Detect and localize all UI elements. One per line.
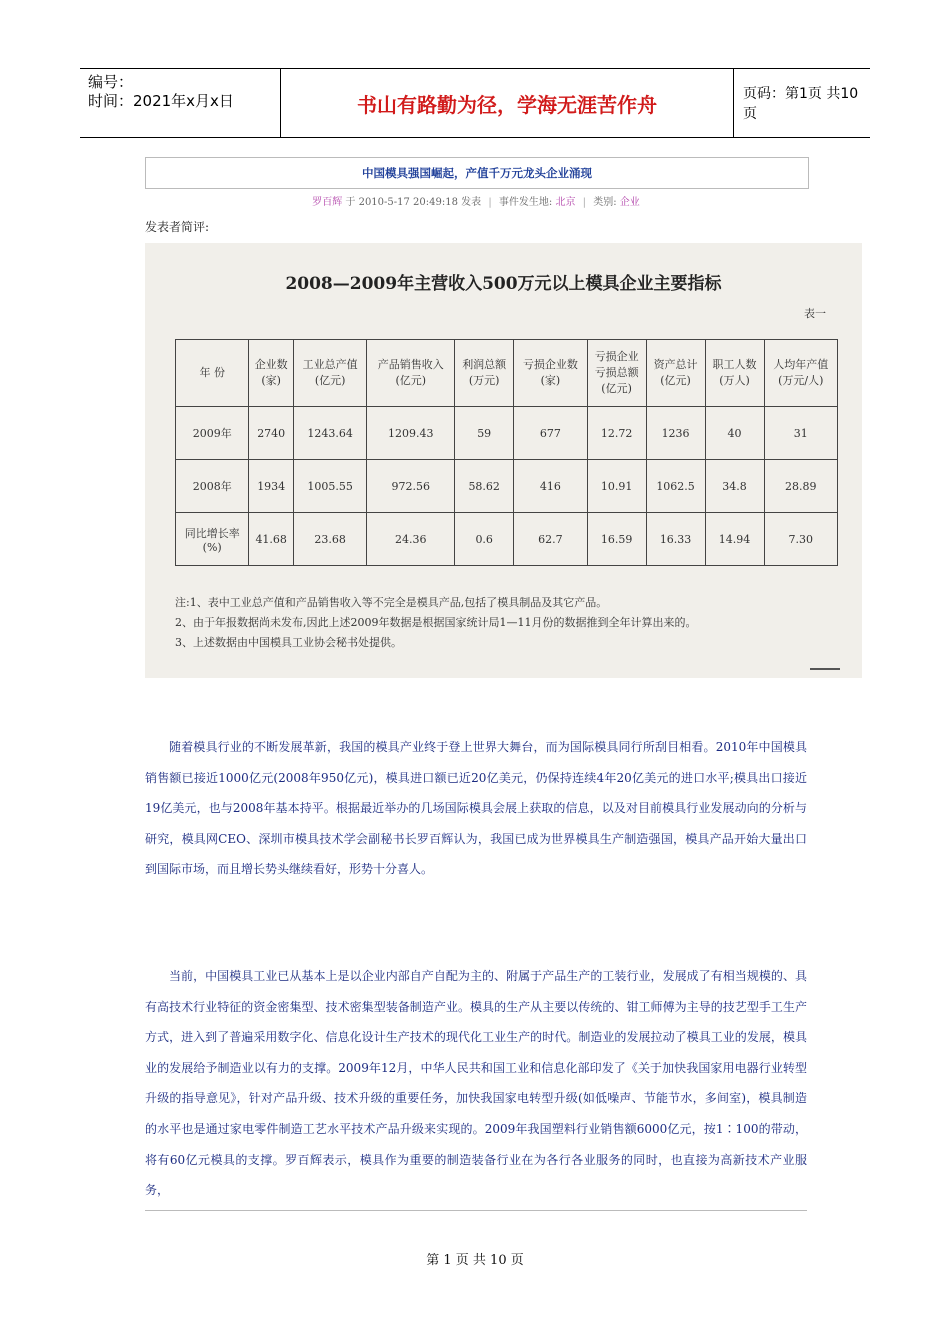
table-header-cell: 资产总计 (亿元)	[646, 340, 705, 407]
number-label: 编号：	[88, 73, 134, 91]
author-link[interactable]: 罗百辉	[312, 197, 343, 208]
table-header-cell: 工业总产值 (亿元)	[293, 340, 366, 407]
table-cell: 1209.43	[367, 407, 455, 460]
table-cell: 16.59	[587, 513, 646, 566]
table-row-label: 同比增长率 (%)	[176, 513, 249, 566]
table-cell: 62.7	[514, 513, 587, 566]
table-cell: 24.36	[367, 513, 455, 566]
table-row	[176, 460, 838, 513]
table-cell: 7.30	[764, 513, 837, 566]
table-cell: 34.8	[705, 460, 764, 513]
table-cell: 10.91	[587, 460, 646, 513]
category-link[interactable]: 企业	[619, 197, 640, 208]
meta-separator: |	[582, 197, 587, 208]
divider	[145, 1210, 807, 1211]
table-row-label: 2008年	[176, 460, 249, 513]
table-header-cell: 年 份	[176, 340, 249, 407]
table-cell: 28.89	[764, 460, 837, 513]
location-link[interactable]: 北京	[555, 197, 576, 208]
time-label: 时间：2021年x月x日	[88, 92, 234, 110]
scan-mark	[810, 668, 840, 670]
table-cell: 23.68	[293, 513, 366, 566]
table-header-cell: 亏损企业数 (家)	[514, 340, 587, 407]
table-header-cell: 利润总额 (万元)	[455, 340, 514, 407]
table-cell: 0.6	[455, 513, 514, 566]
document-header	[80, 68, 870, 138]
table-note: 注:1、表中工业总产值和产品销售收入等不完全是模具产品,包括了模具制品及其它产品。	[175, 596, 608, 609]
table-cell: 1236	[646, 407, 705, 460]
table-cell: 1243.64	[293, 407, 366, 460]
paragraph-1: 随着模具行业的不断发展革新，我国的模具产业终于登上世界大舞台，而为国际模具同行所刮目相看。2010年中国模具销售额已接近1000亿元(2008年950亿元)，模具进口额已近20亿美元，仍保持连续4年20亿美元的进口水平;模具出口接近19亿美元，也与2008年基本持平。根据最近举办的几场国际模具会展上获取的信息，以及对目前模具行业发展动向的分析与研究，模具网CEO、深圳市模具技术学会副秘书长罗百辉认为，我国已成为世界模具生产制造强国，模具产品开始大量出口到国际市场，而且增长势头继续看好，形势十分喜人。	[145, 740, 807, 877]
table-cell: 1934	[249, 460, 294, 513]
article-title-box	[145, 157, 809, 189]
article-meta	[145, 193, 807, 208]
category-label: 类别:	[593, 197, 617, 208]
table-note: 2、由于年报数据尚未发布,因此上述2009年数据是根据国家统计局1—11月份的数据推到全年计算出来的。	[175, 616, 697, 629]
table-row	[176, 407, 838, 460]
table-cell: 59	[455, 407, 514, 460]
table-cell: 41.68	[249, 513, 294, 566]
table-cell: 1062.5	[646, 460, 705, 513]
table-header-cell: 产品销售收入 (亿元)	[367, 340, 455, 407]
paragraph-2: 当前，中国模具工业已从基本上是以企业内部自产自配为主的、附属于产品生产的工装行业，发展成了有相当规模的、具有高技术行业特征的资金密集型、技术密集型装备制造产业。模具的生产从主要以传统的、钳工师傅为主导的技艺型手工生产方式，进入到了普遍采用数字化、信息化设计生产技术的现代化工业生产的时代。制造业的发展拉动了模具工业的发展，模具业的发展给予制造业以有力的支撑。2009年12月，中华人民共和国工业和信息化部印发了《关于加快我国家用电器行业转型升级的指导意见》，针对产品升级、技术升级的重要任务，加快我国家电转型升级(如低噪声、节能节水，多间室)，模具制造的水平也是通过家电零件制造工艺水平技术产品升级来实现的。2009年我国塑料行业销售额6000亿元，按1∶100的带动，将有60亿元模具的支撑。罗百辉表示，模具作为重要的制造装备行业在为各行各业服务的同时，也直接为高新技术产业服务，	[145, 969, 807, 1198]
table-header-cell: 企业数 (家)	[249, 340, 294, 407]
table-cell: 416	[514, 460, 587, 513]
table-header-cell: 职工人数 (万人)	[705, 340, 764, 407]
table-cell: 677	[514, 407, 587, 460]
table-header-row	[176, 340, 838, 407]
table-cell: 972.56	[367, 460, 455, 513]
table-row-label: 2009年	[176, 407, 249, 460]
table-cell: 1005.55	[293, 460, 366, 513]
table-cell: 14.94	[705, 513, 764, 566]
location-label: 事件发生地:	[498, 197, 553, 208]
table-cell: 12.72	[587, 407, 646, 460]
table-number: 表一	[804, 307, 826, 320]
indicator-table	[175, 339, 838, 566]
table-header-cell: 人均年产值 (万元/人)	[764, 340, 837, 407]
table-cell: 31	[764, 407, 837, 460]
posted-text: 于 2010-5-17 20:49:18 发表	[345, 197, 482, 208]
table-cell: 40	[705, 407, 764, 460]
meta-separator: |	[488, 197, 492, 208]
table-cell: 58.62	[455, 460, 514, 513]
article-title: 中国模具强国崛起，产值千万元龙头企业涌现	[362, 166, 592, 180]
remark-label: 发表者简评:	[145, 220, 210, 234]
page-label: 页码：第1页 共10页	[743, 86, 859, 122]
motto: 书山有路勤为径，学海无涯苦作舟	[280, 69, 734, 137]
header-info	[80, 69, 280, 137]
table-notes	[175, 593, 696, 653]
scanned-table-image	[145, 243, 862, 678]
table-cell: 16.33	[646, 513, 705, 566]
scan-title: 2008—2009年主营收入500万元以上模具企业主要指标	[285, 274, 722, 294]
page-footer: 第 1 页 共 10 页	[426, 1253, 524, 1268]
table-note: 3、上述数据由中国模具工业协会秘书处提供。	[175, 636, 402, 649]
table-header-cell: 亏损企业 亏损总额 (亿元)	[587, 340, 646, 407]
table-cell: 2740	[249, 407, 294, 460]
table-row	[176, 513, 838, 566]
